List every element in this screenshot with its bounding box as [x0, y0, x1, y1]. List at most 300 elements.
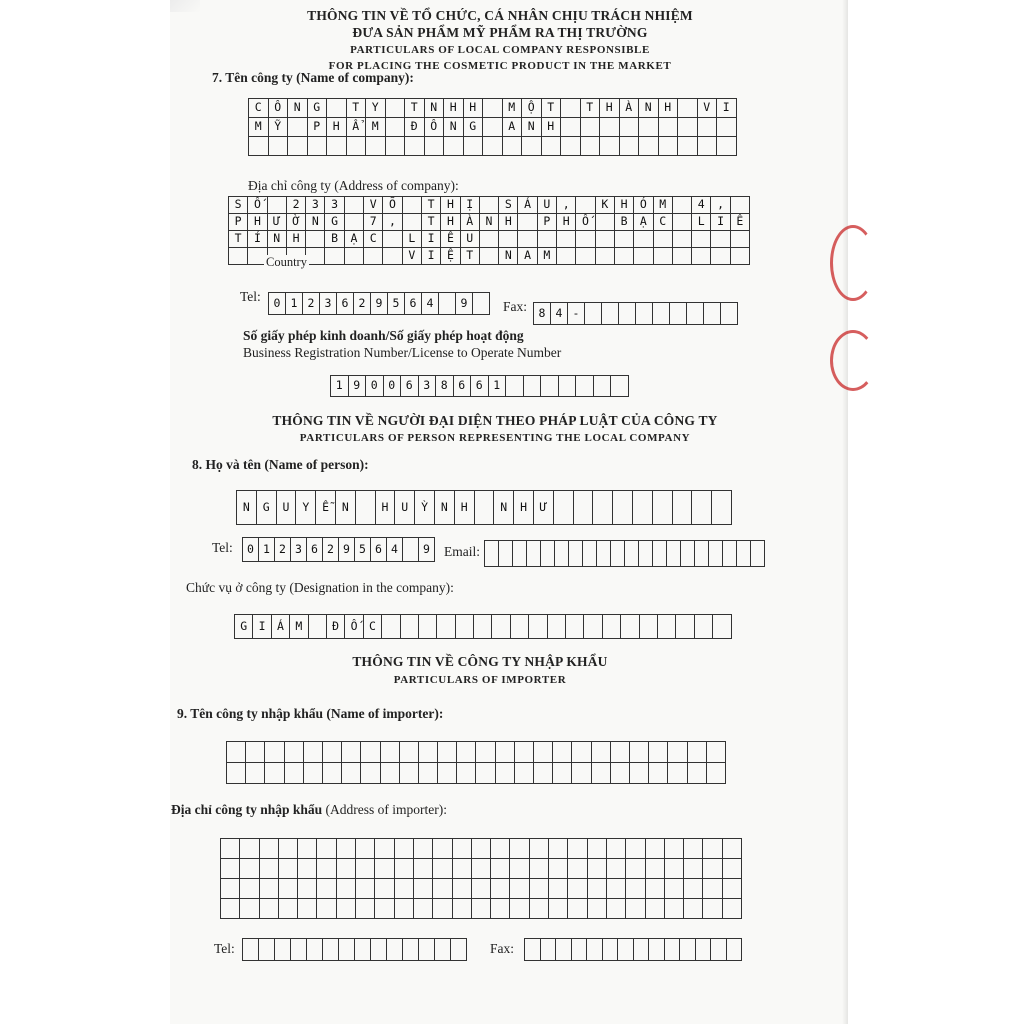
char-box: N [425, 99, 445, 118]
char-box: Y [366, 99, 386, 118]
char-box: Õ [383, 197, 402, 214]
char-box [527, 541, 541, 567]
char-box [559, 376, 577, 397]
char-box [327, 99, 347, 118]
char-box [503, 137, 523, 156]
char-box [381, 742, 400, 763]
char-box [438, 742, 457, 763]
char-box [386, 118, 406, 137]
char-box [298, 899, 317, 919]
char-box: 9 [456, 293, 473, 315]
char-box: 2 [287, 197, 306, 214]
char-box: 9 [339, 538, 355, 562]
char-box: À [461, 214, 480, 231]
importer-address-grid[interactable] [220, 838, 742, 919]
char-box [453, 899, 472, 919]
char-box: P [229, 214, 248, 231]
char-box [703, 899, 722, 919]
char-box: 5 [355, 538, 371, 562]
importer-header-line-2: PARTICULARS OF IMPORTER [393, 674, 567, 686]
char-box: Ố [248, 197, 267, 214]
char-box [668, 742, 687, 763]
importer-tel-field[interactable] [242, 938, 467, 961]
char-box: Ó [634, 197, 653, 214]
char-box: B [615, 214, 634, 231]
person-email-label: Email: [444, 544, 480, 559]
char-box [668, 763, 687, 784]
char-box [435, 939, 451, 961]
char-box: 8 [436, 376, 454, 397]
char-box [345, 248, 364, 265]
char-box [659, 137, 679, 156]
char-box [306, 231, 325, 248]
char-box: V [698, 99, 718, 118]
char-box [712, 491, 732, 525]
char-box [259, 939, 275, 961]
char-box [387, 939, 403, 961]
char-box [584, 615, 602, 639]
char-box: B [325, 231, 344, 248]
char-box [692, 248, 711, 265]
char-box: H [659, 99, 679, 118]
char-box [603, 615, 621, 639]
char-box [530, 879, 549, 899]
char-box [711, 231, 730, 248]
char-box: Ệ [441, 248, 460, 265]
char-box: N [435, 491, 455, 525]
char-box [325, 248, 344, 265]
char-box: L [403, 231, 422, 248]
char-box: M [249, 118, 269, 137]
char-box [581, 118, 601, 137]
company-name-grid[interactable] [248, 98, 737, 156]
char-box [476, 763, 495, 784]
char-box [557, 248, 576, 265]
char-box [530, 859, 549, 879]
char-box [453, 879, 472, 899]
char-box [260, 899, 279, 919]
char-box [611, 541, 625, 567]
char-box [692, 231, 711, 248]
char-box: 2 [354, 293, 371, 315]
header-line-3: PARTICULARS OF LOCAL COMPANY RESPONSIBLE [350, 44, 650, 56]
char-box [592, 763, 611, 784]
char-box [615, 248, 634, 265]
char-box [613, 491, 633, 525]
char-box [356, 859, 375, 879]
char-box [696, 939, 712, 961]
char-box: H [444, 99, 464, 118]
char-box [646, 879, 665, 899]
char-box [491, 839, 510, 859]
char-box: Ộ [522, 99, 542, 118]
char-box [347, 137, 367, 156]
char-box: , [711, 197, 730, 214]
char-box [640, 615, 658, 639]
char-box [636, 303, 653, 325]
char-box: M [290, 615, 308, 639]
char-box [414, 899, 433, 919]
char-box: 1 [286, 293, 303, 315]
char-box: 0 [269, 293, 286, 315]
char-box: I [422, 248, 441, 265]
char-box [731, 248, 750, 265]
char-box: 1 [259, 538, 275, 562]
char-box [568, 899, 587, 919]
char-box [678, 99, 698, 118]
char-box [515, 742, 534, 763]
char-box: T [542, 99, 562, 118]
char-box [371, 939, 387, 961]
char-box [298, 839, 317, 859]
char-box: 6 [401, 376, 419, 397]
char-box [654, 231, 673, 248]
char-box: H [542, 118, 562, 137]
page-fold [170, 0, 200, 12]
char-box [607, 859, 626, 879]
char-box [524, 376, 542, 397]
char-box [269, 137, 289, 156]
char-box [308, 137, 328, 156]
char-box [554, 491, 574, 525]
char-box [400, 763, 419, 784]
char-box [375, 879, 394, 899]
char-box: K [596, 197, 615, 214]
char-box: C [364, 615, 382, 639]
char-box [475, 491, 495, 525]
char-box [511, 615, 529, 639]
char-box [587, 939, 603, 961]
company-tel-label: Tel: [240, 289, 261, 304]
char-box [361, 742, 380, 763]
char-box [607, 879, 626, 899]
char-box [483, 99, 503, 118]
char-box [678, 137, 698, 156]
char-box: 6 [454, 376, 472, 397]
char-box: Ỳ [415, 491, 435, 525]
char-box [285, 742, 304, 763]
char-box [240, 859, 259, 879]
char-box [626, 899, 645, 919]
char-box [692, 491, 712, 525]
char-box [491, 879, 510, 899]
char-box [243, 939, 259, 961]
char-box [285, 763, 304, 784]
license-number-field[interactable] [330, 375, 629, 397]
char-box [751, 541, 765, 567]
char-box [356, 879, 375, 899]
char-box [395, 879, 414, 899]
company-name-label: 7. Tên công ty (Name of company): [212, 70, 414, 85]
char-box [337, 879, 356, 899]
char-box: Ố [345, 615, 363, 639]
char-box [472, 899, 491, 919]
header-line-4: FOR PLACING THE COSMETIC PRODUCT IN THE MARKET [328, 60, 672, 72]
header-line-2: ĐƯA SẢN PHẨM MỸ PHẨM RA THỊ TRƯỜNG [352, 25, 648, 40]
char-box [626, 859, 645, 879]
char-box [496, 742, 515, 763]
char-box [337, 839, 356, 859]
char-box [265, 763, 284, 784]
char-box [518, 231, 537, 248]
person-email-field[interactable] [484, 540, 765, 567]
char-box [561, 118, 581, 137]
char-box [553, 763, 572, 784]
char-box: C [654, 214, 673, 231]
char-box [673, 214, 692, 231]
char-box: N [444, 118, 464, 137]
char-box: 6 [405, 293, 422, 315]
char-box [707, 742, 726, 763]
license-label-en: Business Registration Number/License to Operate Number [243, 345, 562, 360]
char-box [298, 859, 317, 879]
char-box [403, 214, 422, 231]
char-box [534, 742, 553, 763]
char-box [529, 615, 547, 639]
char-box [556, 939, 572, 961]
char-box [687, 303, 704, 325]
red-stamp-bottom-icon [830, 330, 876, 391]
char-box [485, 541, 499, 567]
char-box: - [568, 303, 585, 325]
char-box [279, 879, 298, 899]
country-label: Country [266, 255, 307, 269]
char-box [684, 859, 703, 879]
char-box [439, 293, 456, 315]
char-box [260, 879, 279, 899]
char-box [480, 231, 499, 248]
char-box: Y [296, 491, 316, 525]
char-box [594, 376, 612, 397]
char-box: G [325, 214, 344, 231]
char-box [723, 879, 742, 899]
char-box [611, 742, 630, 763]
char-box: 2 [323, 538, 339, 562]
company-fax-field[interactable] [533, 302, 738, 325]
char-box [593, 491, 613, 525]
char-box [588, 839, 607, 859]
char-box [646, 839, 665, 859]
char-box: 1 [331, 376, 349, 397]
char-box [317, 879, 336, 899]
char-box: A [503, 118, 523, 137]
char-box: H [499, 214, 518, 231]
char-box [405, 137, 425, 156]
char-box [626, 879, 645, 899]
char-box [731, 197, 750, 214]
char-box: 0 [366, 376, 384, 397]
char-box [337, 899, 356, 919]
char-box [542, 137, 562, 156]
char-box [667, 541, 681, 567]
char-box [291, 939, 307, 961]
char-box [665, 839, 684, 859]
char-box [704, 303, 721, 325]
char-box [298, 879, 317, 899]
char-box [634, 248, 653, 265]
importer-address-label-vi: Địa chỉ công ty nhập khẩu [171, 802, 323, 817]
person-name-field[interactable] [236, 490, 732, 525]
char-box: Ỹ [269, 118, 289, 137]
char-box: H [615, 197, 634, 214]
char-box: T [422, 197, 441, 214]
char-box [433, 859, 452, 879]
company-tel-field[interactable] [268, 292, 490, 315]
char-box: 3 [419, 376, 437, 397]
char-box: 9 [349, 376, 367, 397]
char-box: 1 [489, 376, 507, 397]
header-line-1: THÔNG TIN VỀ TỔ CHỨC, CÁ NHÂN CHỊU TRÁCH NHIỆM [307, 8, 693, 23]
char-box [453, 859, 472, 879]
char-box [364, 248, 383, 265]
char-box [327, 137, 347, 156]
char-box [383, 248, 402, 265]
char-box: Ạ [345, 231, 364, 248]
char-box [444, 137, 464, 156]
char-box [339, 939, 355, 961]
char-box [472, 859, 491, 879]
char-box: 2 [275, 538, 291, 562]
char-box: H [514, 491, 534, 525]
char-box [530, 899, 549, 919]
char-box: , [557, 197, 576, 214]
char-box: U [277, 491, 297, 525]
char-box: 2 [303, 293, 320, 315]
char-box [317, 839, 336, 859]
char-box [457, 742, 476, 763]
char-box [572, 763, 591, 784]
char-box [530, 839, 549, 859]
char-box [425, 137, 445, 156]
char-box [541, 939, 557, 961]
char-box [583, 541, 597, 567]
char-box [703, 879, 722, 899]
company-address-label: Địa chỉ công ty (Address of company): [248, 178, 459, 193]
designation-label: Chức vụ ở công ty (Designation in the company): [186, 580, 454, 595]
char-box [456, 615, 474, 639]
char-box [480, 197, 499, 214]
char-box: N [237, 491, 257, 525]
char-box [483, 118, 503, 137]
char-box [646, 899, 665, 919]
char-box [472, 839, 491, 859]
person-tel-label: Tel: [212, 540, 233, 555]
char-box: N [494, 491, 514, 525]
char-box: I [717, 99, 737, 118]
char-box [400, 742, 419, 763]
char-box [473, 293, 490, 315]
person-tel-field[interactable] [242, 537, 435, 562]
char-box [630, 763, 649, 784]
char-box [639, 137, 659, 156]
char-box: H [376, 491, 396, 525]
char-box [323, 763, 342, 784]
importer-fax-field[interactable] [524, 938, 742, 961]
char-box [633, 491, 653, 525]
char-box [673, 197, 692, 214]
char-box [626, 839, 645, 859]
char-box [403, 538, 419, 562]
char-box: N [480, 214, 499, 231]
char-box [510, 839, 529, 859]
char-box: T [347, 99, 367, 118]
char-box [639, 541, 653, 567]
char-box: Ỉ [248, 231, 267, 248]
importer-name-grid[interactable] [226, 741, 726, 784]
char-box [549, 899, 568, 919]
char-box: H [557, 214, 576, 231]
char-box: 6 [337, 293, 354, 315]
char-box [506, 376, 524, 397]
company-fax-label: Fax: [503, 299, 528, 314]
char-box: T [229, 231, 248, 248]
char-box [654, 248, 673, 265]
char-box [510, 879, 529, 899]
char-box: P [538, 214, 557, 231]
char-box: N [306, 214, 325, 231]
char-box [221, 839, 240, 859]
char-box [600, 118, 620, 137]
char-box [607, 899, 626, 919]
char-box: Ẩ [347, 118, 367, 137]
char-box [515, 763, 534, 784]
char-box [496, 763, 515, 784]
char-box [221, 859, 240, 879]
char-box [600, 137, 620, 156]
char-box [483, 137, 503, 156]
char-box: 3 [325, 197, 344, 214]
char-box [574, 491, 594, 525]
char-box [419, 763, 438, 784]
char-box [723, 839, 742, 859]
char-box [576, 197, 595, 214]
char-box [345, 197, 364, 214]
char-box [653, 541, 667, 567]
char-box [383, 231, 402, 248]
char-box [717, 118, 737, 137]
char-box [268, 197, 287, 214]
char-box [342, 742, 361, 763]
designation-field[interactable] [234, 614, 732, 639]
char-box [665, 859, 684, 879]
char-box: G [308, 99, 328, 118]
char-box [665, 939, 681, 961]
importer-name-label: 9. Tên công ty nhập khẩu (Name of importer): [177, 706, 444, 721]
char-box [625, 541, 639, 567]
char-box: 4 [692, 197, 711, 214]
char-box [695, 541, 709, 567]
char-box [306, 248, 325, 265]
char-box [309, 615, 327, 639]
char-box [597, 541, 611, 567]
char-box [414, 879, 433, 899]
char-box [246, 763, 265, 784]
char-box [356, 491, 376, 525]
char-box [737, 541, 751, 567]
char-box [607, 839, 626, 859]
char-box [401, 615, 419, 639]
char-box [684, 839, 703, 859]
char-box [665, 899, 684, 919]
char-box [639, 118, 659, 137]
char-box [557, 231, 576, 248]
char-box: 9 [419, 538, 435, 562]
char-box [260, 859, 279, 879]
license-label-vi: Số giấy phép kinh doanh/Số giấy phép hoạt động [243, 328, 524, 343]
char-box [684, 899, 703, 919]
char-box [480, 248, 499, 265]
char-box [534, 763, 553, 784]
